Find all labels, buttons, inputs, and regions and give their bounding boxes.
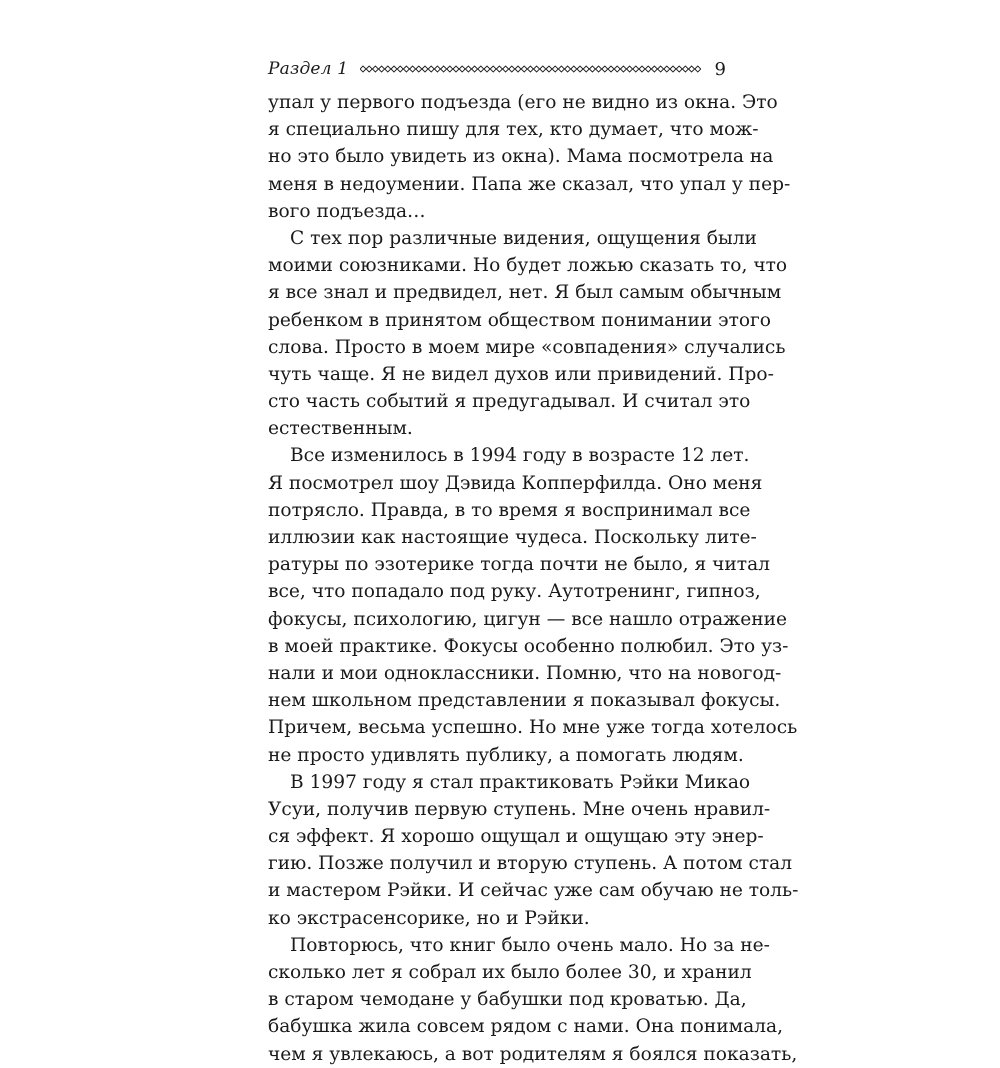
ornament-diamond xyxy=(379,66,385,72)
text-line: я специально пишу для тех, кто думает, что мож- xyxy=(268,119,759,141)
ornament-diamond xyxy=(689,66,695,72)
ornament-diamond xyxy=(646,66,652,72)
ornament-diamond xyxy=(584,66,590,72)
text-line: не просто удивлять публику, а помогать людям. xyxy=(268,744,744,766)
ornament-diamond xyxy=(385,66,391,72)
ornament-diamond xyxy=(565,66,571,72)
ornament-diamond xyxy=(528,66,534,72)
header-ornament xyxy=(360,64,700,74)
ornament-diamond xyxy=(360,66,366,72)
text-line: Усуи, получив первую ступень. Мне очень нравил- xyxy=(268,798,771,820)
text-line: Я посмотрел шоу Дэвида Копперфилда. Оно меня xyxy=(268,472,763,494)
ornament-diamond xyxy=(522,66,528,72)
ornament-diamond xyxy=(627,66,633,72)
text-line: нали и мои одноклассники. Помню, что на новогод- xyxy=(268,662,782,684)
text-line: чуть чаще. Я не видел духов или привидений. Про- xyxy=(268,363,774,385)
ornament-diamond xyxy=(453,66,459,72)
text-line: в моей практике. Фокусы особенно полюбил. Это уз- xyxy=(268,635,789,657)
ornament-diamond xyxy=(540,66,546,72)
text-line: упал у первого подъезда (его не видно из окна. Это xyxy=(268,92,778,113)
text-line: ся эффект. Я хорошо ощущал и ощущаю эту энер- xyxy=(268,826,764,848)
section-title: Раздел 1 xyxy=(268,59,349,79)
text-line: сто часть событий я предугадывал. И считал это xyxy=(268,391,751,413)
ornament-diamond xyxy=(590,66,596,72)
body-text xyxy=(268,89,799,1068)
text-line: сколько лет я собрал их было более 30, и хранил xyxy=(268,962,752,983)
text-line: иллюзии как настоящие чудеса. Поскольку лите- xyxy=(268,527,757,548)
ornament-diamond xyxy=(503,66,509,72)
text-line: в старом чемодане у бабушки под кроватью. Да, xyxy=(268,989,747,1011)
text-line: ребенком в принятом обществом понимании этого xyxy=(268,309,771,331)
ornament-diamond xyxy=(621,66,627,72)
text-line: слова. Просто в моем мире «совпадения» случались xyxy=(268,336,786,358)
ornament-diamond xyxy=(695,66,700,72)
ornament-diamond xyxy=(398,66,404,72)
ornament-diamond xyxy=(484,66,490,72)
text-line: ратуры по эзотерике тогда почти не было, я читал xyxy=(268,554,770,576)
ornament-diamond xyxy=(515,66,521,72)
ornament-diamond xyxy=(373,66,379,72)
ornament-diamond xyxy=(683,66,689,72)
text-line: С тех пор различные видения, ощущения были xyxy=(290,227,757,249)
text-line: и мастером Рэйки. И сейчас уже сам обучаю не толь- xyxy=(268,880,799,902)
ornament-diamond xyxy=(677,66,683,72)
ornament-diamond xyxy=(596,66,602,72)
text-line: гию. Позже получил и вторую ступень. А потом стал xyxy=(268,853,793,875)
ornament-diamond xyxy=(652,66,658,72)
ornament-diamond xyxy=(466,66,472,72)
ornament-diamond xyxy=(367,66,373,72)
ornament-diamond xyxy=(602,66,608,72)
running-header xyxy=(268,56,726,82)
ornament-diamond xyxy=(391,66,397,72)
text-line: фокусы, психологию, цигун — все нашло отражение xyxy=(268,608,788,630)
text-line: все, что попадало под руку. Аутотренинг, гипноз, xyxy=(268,581,761,603)
text-line: Повторюсь, что книг было очень мало. Но за не- xyxy=(290,934,770,956)
ornament-diamond xyxy=(546,66,552,72)
text-line: В 1997 году я стал практиковать Рэйки Микао xyxy=(290,771,751,793)
ornament-diamond xyxy=(559,66,565,72)
ornament-diamond xyxy=(404,66,410,72)
ornament-diamond xyxy=(639,66,645,72)
ornament-diamond xyxy=(633,66,639,72)
ornament-diamond xyxy=(491,66,497,72)
text-line: естественным. xyxy=(268,418,413,440)
ornament-diamond xyxy=(615,66,621,72)
text-line: моими союзниками. Но будет ложью сказать то, что xyxy=(268,255,788,277)
ornament-diamond xyxy=(670,66,676,72)
text-line: я все знал и предвидел, нет. Я был самым обычным xyxy=(268,282,782,304)
ornament-diamond xyxy=(422,66,428,72)
ornament-diamond xyxy=(472,66,478,72)
ornament-diamond xyxy=(534,66,540,72)
text-line: Все изменилось в 1994 году в возрасте 12 лет. xyxy=(290,445,750,467)
text-line: бабушка жила совсем рядом с нами. Она понимала, xyxy=(268,1016,783,1038)
text-line: Причем, весьма успешно. Но мне уже тогда хотелось xyxy=(268,717,798,739)
ornament-diamond xyxy=(571,66,577,72)
page-number: 9 xyxy=(714,58,726,80)
text-line: чем я увлекаюсь, а вот родителям я боялся показать, xyxy=(268,1043,798,1065)
ornament-diamond xyxy=(441,66,447,72)
ornament-diamond xyxy=(410,66,416,72)
text-line: но это было увидеть из окна). Мама посмотрела на xyxy=(268,146,774,168)
ornament-diamond xyxy=(509,66,515,72)
text-line: вого подъезда… xyxy=(268,200,426,222)
ornament-diamond xyxy=(460,66,466,72)
text-line: ко экстрасенсорике, но и Рэйки. xyxy=(268,907,590,929)
ornament-diamond xyxy=(478,66,484,72)
ornament-diamond xyxy=(416,66,422,72)
ornament-diamond xyxy=(497,66,503,72)
ornament-diamond xyxy=(553,66,559,72)
ornament-diamond xyxy=(577,66,583,72)
text-line: меня в недоумении. Папа же сказал, что упал у пер- xyxy=(268,173,791,195)
ornament-diamond xyxy=(658,66,664,72)
ornament-diamond xyxy=(447,66,453,72)
text-line: нем школьном представлении я показывал фокусы. xyxy=(268,690,781,712)
ornament-diamond xyxy=(608,66,614,72)
ornament-diamond xyxy=(435,66,441,72)
ornament-diamond xyxy=(429,66,435,72)
ornament-diamond xyxy=(664,66,670,72)
text-line: потрясло. Правда, в то время я воспринимал все xyxy=(268,499,751,521)
